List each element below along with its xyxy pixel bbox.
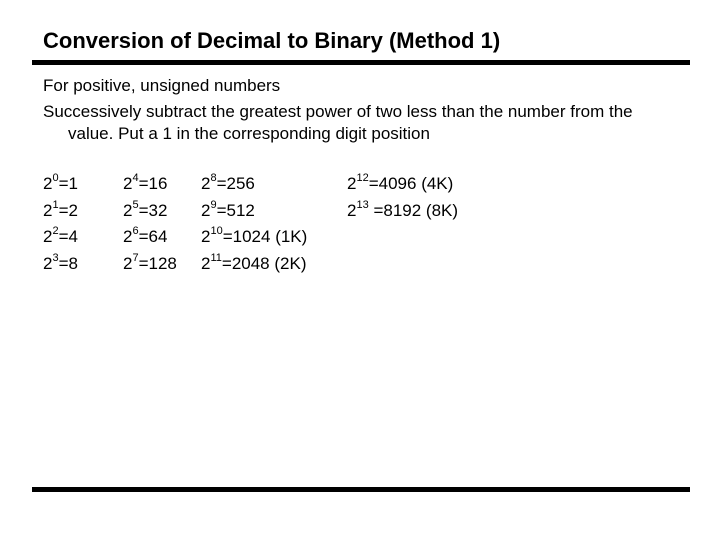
power-of-two-0: $2^0=1$ bbox=[43, 172, 78, 193]
power-of-two-6: $2^6=64$ bbox=[123, 225, 168, 246]
power-of-two-4: $2^4=16$ bbox=[123, 172, 168, 193]
power-of-two-13: $2^{13} =8192$ (8K) bbox=[347, 199, 459, 220]
power-of-two-5: $2^5=32$ bbox=[123, 199, 168, 220]
power-of-two-11: $2^{11}=2048$ (2K) bbox=[201, 252, 307, 273]
power-of-two-2: $2^2=4$ bbox=[43, 225, 78, 246]
slide-title: Conversion of Decimal to Binary (Method 1) bbox=[43, 28, 501, 53]
power-of-two-3: $2^3=8$ bbox=[43, 252, 78, 273]
power-of-two-7: $2^7=128$ bbox=[123, 252, 177, 273]
power-of-two-10: $2^{10}=1024$ (1K) bbox=[201, 225, 308, 246]
top-rule bbox=[32, 60, 690, 65]
power-of-two-8: $2^8=256$ bbox=[201, 172, 255, 193]
power-of-two-12: $2^{12}=4096$ (4K) bbox=[347, 172, 454, 193]
bullet-subtract-power-line1: Successively subtract the greatest power of two less than the number from the bbox=[43, 102, 633, 121]
bullet-positive-unsigned: For positive, unsigned numbers bbox=[43, 76, 281, 95]
power-of-two-1: $2^1=2$ bbox=[43, 199, 78, 220]
bullet-subtract-power-line2: value. Put a 1 in the corresponding digit position bbox=[68, 124, 430, 143]
power-of-two-9: $2^9=512$ bbox=[201, 199, 255, 220]
bottom-rule bbox=[32, 487, 690, 492]
